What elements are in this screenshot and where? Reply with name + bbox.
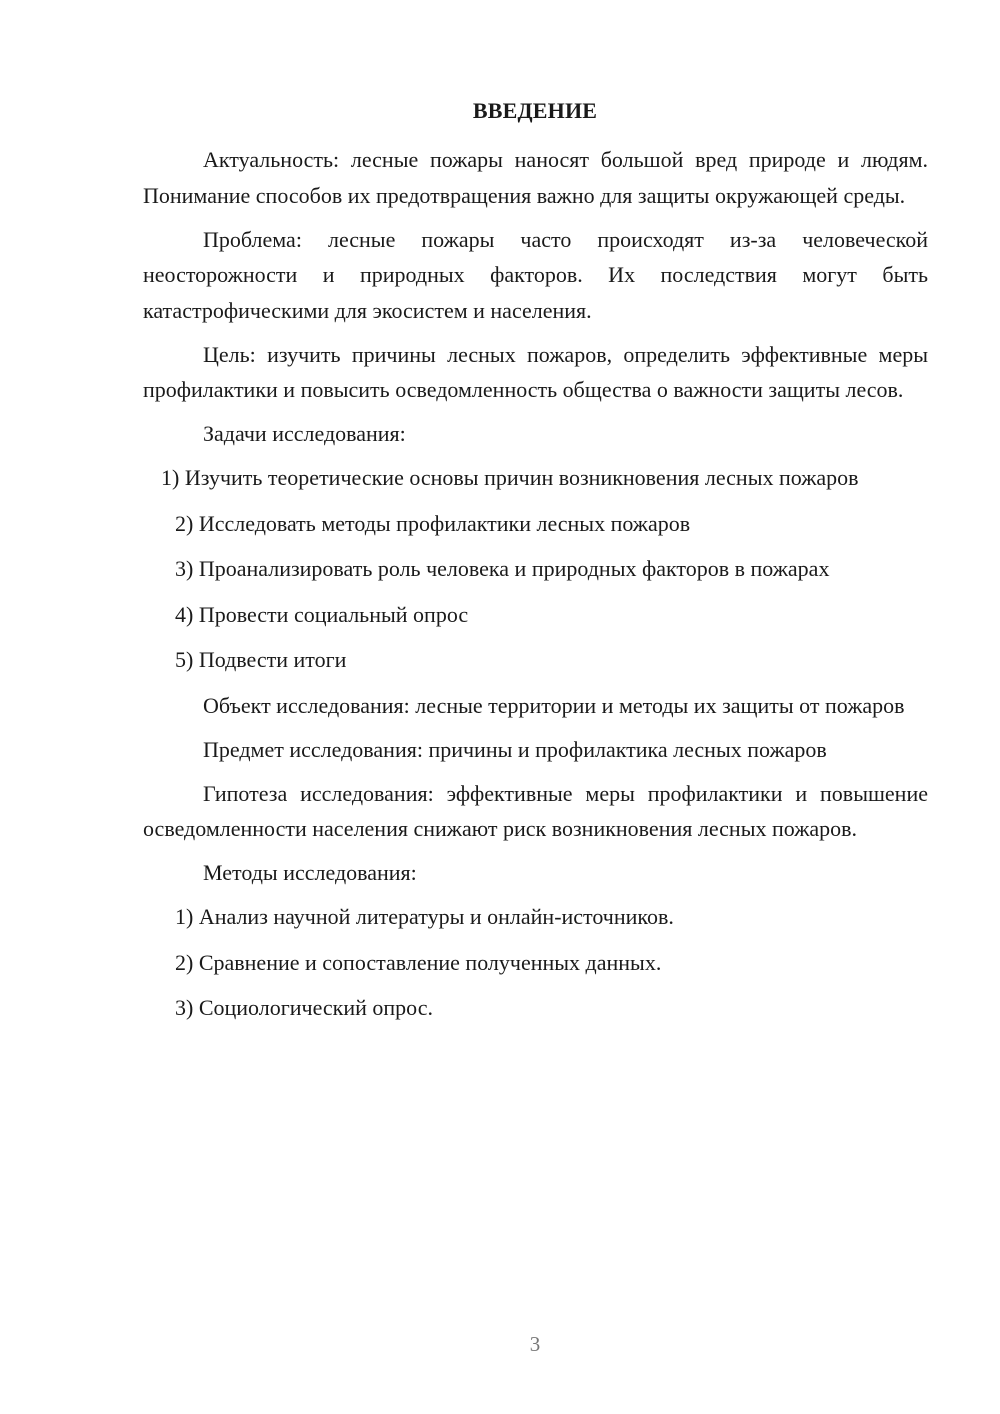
method-item-2: 2) Сравнение и сопоставление полученных данных. (175, 949, 662, 975)
task-item-3: 3) Проанализировать роль человека и природных факторов в пожарах (175, 556, 830, 581)
task-item-4: 4) Провести социальный опрос (175, 601, 469, 627)
document-body (143, 142, 928, 1036)
task-item-5: 5) Подвести итоги (175, 647, 347, 672)
page-number: 3 (529, 1332, 541, 1356)
page-title: ВВЕДЕНИЕ (472, 98, 598, 123)
tasks-heading: Задачи исследования: (203, 421, 406, 446)
relevance-paragraph: Актуальность: лесные пожары наносят большой вред природе и людям. Понимание способов их предотвращения важно для защиты окружающей среды. (143, 147, 928, 208)
method-item-3: 3) Социологический опрос. (175, 995, 433, 1020)
object-paragraph: Объект исследования: лесные территории и методы их защиты от пожаров (203, 692, 905, 718)
subject-paragraph: Предмет исследования: причины и профилактика лесных пожаров (203, 736, 827, 762)
methods-heading: Методы исследования: (203, 860, 417, 885)
problem-paragraph: Проблема: лесные пожары часто происходят из-за человеческой неосторожности и природных факторов. Их последствия могут быть катастрофическими для экосистем и населения. (143, 226, 928, 323)
task-item-2: 2) Исследовать методы профилактики лесных пожаров (175, 510, 691, 536)
task-item-1: 1) Изучить теоретические основы причин возникновения лесных пожаров (161, 465, 859, 490)
method-item-1: 1) Анализ научной литературы и онлайн-источников. (175, 904, 674, 929)
hypothesis-paragraph: Гипотеза исследования: эффективные меры профилактики и повышение осведомленности населения снижают риск возникновения лесных пожаров. (143, 780, 928, 841)
goal-paragraph: Цель: изучить причины лесных пожаров, определить эффективные меры профилактики и повысить осведомленность общества о важности защиты лесов. (143, 341, 928, 402)
